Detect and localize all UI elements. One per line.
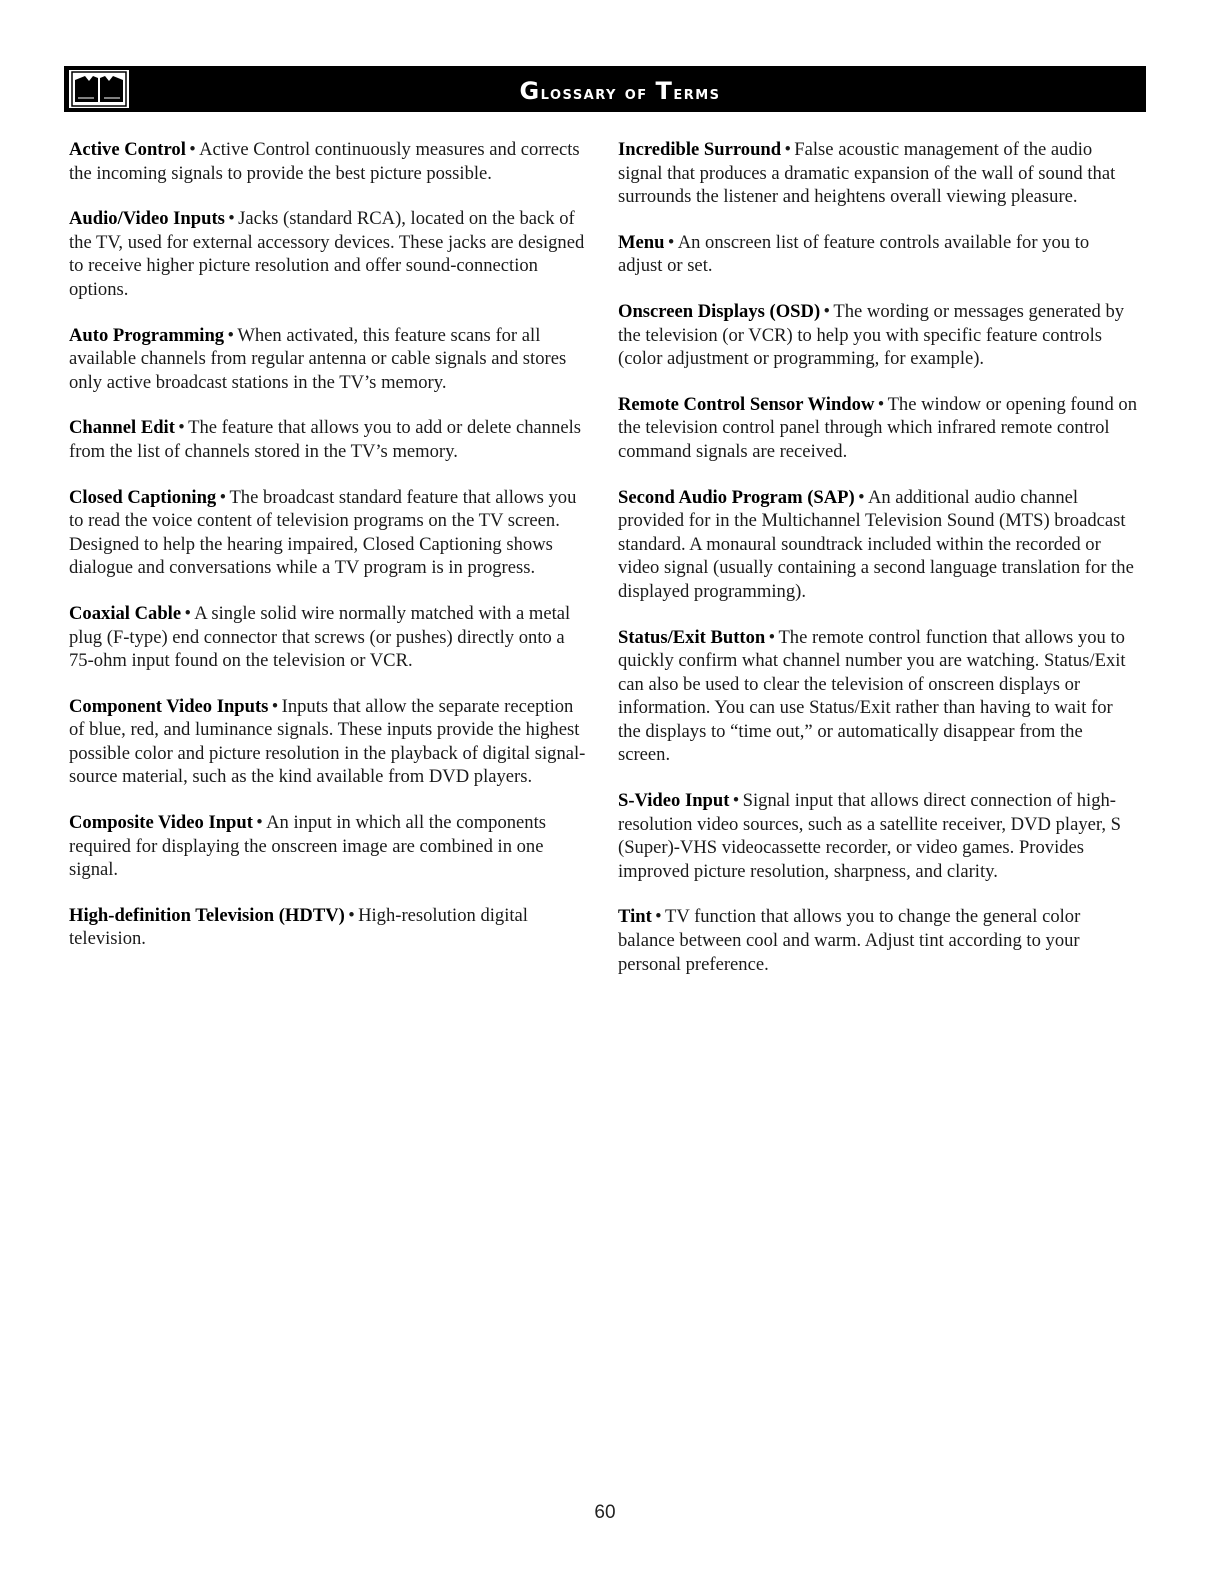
glossary-column-left (69, 138, 593, 973)
glossary-term: Status/Exit Button (618, 626, 766, 648)
glossary-term: Audio/Video Inputs (69, 208, 225, 230)
glossary-term: High-definition Television (HDTV) (69, 904, 345, 926)
glossary-definition: An input in which all the components required for displaying the onscreen image are combined in one signal. (69, 812, 547, 881)
glossary-definition: An onscreen list of feature controls available for you to adjust or set. (618, 231, 1090, 277)
glossary-definition: A single solid wire normally matched with a metal plug (F-type) end connector that screws (or pushes) directly onto a 75-ohm input found on the television or VCR. (69, 602, 571, 672)
bullet-separator: • (877, 393, 885, 415)
glossary-entry (618, 486, 1138, 604)
bullet-separator: • (228, 208, 235, 230)
glossary-entry (618, 393, 1138, 464)
glossary-entry (618, 138, 1138, 209)
glossary-term: Channel Edit (69, 417, 175, 439)
glossary-term: Menu (618, 231, 665, 253)
glossary-definition: When activated, this feature scans for all available channels from regular antenna or cable signals and stores only active broadcast stations in the TV’s memory. (69, 324, 567, 393)
bullet-separator: • (667, 231, 675, 253)
glossary-column-right (618, 138, 1138, 998)
glossary-term: Auto Programming (69, 324, 225, 346)
glossary-term: Incredible Surround (618, 139, 782, 160)
glossary-term: S-Video Input (618, 790, 730, 812)
bullet-separator: • (858, 486, 865, 508)
glossary-definition: The broadcast standard feature that allows you to read the voice content of television programs on the TV screen. Designed to help the hearing impaired, Closed Captioning shows dialogue and conversations while a TV program is in progress. (69, 486, 577, 579)
glossary-entry (69, 904, 593, 951)
glossary-entry (618, 789, 1138, 883)
glossary-entry (69, 207, 593, 301)
glossary-definition: TV function that allows you to change the general color balance between cool and warm. Adjust tint according to your personal preference. (618, 906, 1081, 975)
glossary-definition: An additional audio channel provided for in the Multichannel Television Sound (MTS) broadcast standard. A monaural soundtrack included within the recorded or video signal (usually containing a second language translation for the displayed programming). (618, 486, 1134, 602)
bullet-separator: • (219, 486, 227, 508)
glossary-entry (69, 486, 593, 580)
page-number: 60 (594, 1502, 616, 1523)
bullet-separator: • (732, 790, 740, 812)
glossary-definition: The feature that allows you to add or delete channels from the list of channels stored in the TV’s memory. (69, 417, 582, 462)
glossary-definition: The remote control function that allows you to quickly confirm what channel number you are watching. Status/Exit can also be used to clear the television of onscreen displays or information. You can use Status/Exit rather than having to wait for the displays to “time out,” or automatically disappear from the screen. (618, 626, 1126, 766)
bullet-separator: • (256, 812, 263, 834)
bullet-separator: • (784, 139, 791, 160)
bullet-separator: • (227, 324, 234, 346)
bullet-separator: • (178, 417, 185, 439)
glossary-entry (69, 324, 593, 395)
glossary-entry (69, 138, 593, 185)
bullet-separator: • (189, 139, 196, 160)
glossary-term: Component Video Inputs (69, 695, 269, 717)
glossary-term: Closed Captioning (69, 486, 217, 508)
glossary-definition: False acoustic management of the audio signal that produces a dramatic expansion of the wall of sound that surrounds the listener and heightens overall viewing pleasure. (618, 139, 1116, 208)
section-header (64, 66, 1146, 112)
glossary-entry (69, 695, 593, 789)
bullet-separator: • (823, 300, 830, 322)
glossary-definition: Inputs that allow the separate reception of blue, red, and luminance signals. These inputs provide the highest possible color and picture resolution in the playback of digital signal-source material, such as the kind available from DVD players. (69, 695, 586, 788)
glossary-definition: The window or opening found on the television control panel through which infrared remote control command signals are received. (618, 393, 1138, 462)
glossary-entry (618, 300, 1138, 371)
glossary-term: Tint (618, 906, 652, 928)
glossary-definition: Active Control continuously measures and corrects the incoming signals to provide the best picture possible. (69, 139, 580, 184)
bullet-separator: • (271, 695, 279, 717)
glossary-entry (618, 905, 1138, 976)
glossary-definition: The wording or messages generated by the television (or VCR) to help you with specific feature controls (color adjustment or programming, for example). (618, 300, 1125, 370)
bullet-separator: • (768, 626, 776, 648)
glossary-definition: Signal input that allows direct connection of high-resolution video sources, such as a satellite receiver, DVD player, S (Super)-VHS videocassette recorder, or video games. Provides improved picture resolution, sharpness, and clarity. (618, 790, 1121, 882)
glossary-term: Coaxial Cable (69, 602, 182, 624)
glossary-term: Onscreen Displays (OSD) (618, 300, 821, 322)
glossary-entry (69, 811, 593, 882)
page-title: Glossary of Terms (519, 77, 721, 105)
glossary-definition: Jacks (standard RCA), located on the back of the TV, used for external accessory devices. These jacks are designed to receive higher picture resolution and offer sound-connection options. (69, 208, 585, 300)
glossary-entry (618, 231, 1138, 278)
glossary-term: Composite Video Input (69, 812, 253, 834)
glossary-term: Second Audio Program (SAP) (618, 486, 855, 508)
glossary-term: Active Control (69, 139, 186, 160)
glossary-entry (69, 602, 593, 673)
glossary-entry (69, 416, 593, 463)
bullet-separator: • (655, 906, 662, 928)
bullet-separator: • (348, 904, 355, 926)
bullet-separator: • (184, 602, 191, 624)
glossary-entry (618, 626, 1138, 768)
glossary-definition: High-resolution digital television. (69, 904, 528, 950)
glossary-term: Remote Control Sensor Window (618, 393, 875, 415)
